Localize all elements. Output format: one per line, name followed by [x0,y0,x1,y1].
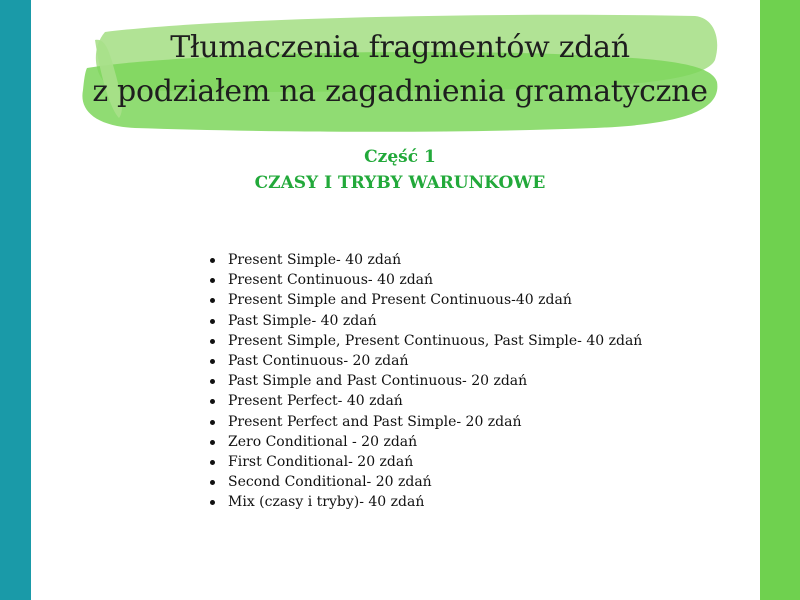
list-item [210,331,642,351]
title-line-1: Tłumaczenia fragmentów zdań [170,30,630,65]
page-title [60,26,740,114]
list-item [210,311,642,331]
list-item [210,391,642,411]
list-item [210,290,642,310]
bullet-icon [210,460,215,465]
bullet-icon [210,339,215,344]
list-item [210,452,642,472]
list-item-text: Present Simple, Present Continuous, Past Simple- 40 zdań [228,332,643,349]
list-item-text: First Conditional- 20 zdań [228,453,414,470]
bullet-icon [210,420,215,425]
right-accent-strip [760,0,800,600]
list-item [210,472,642,492]
bullet-icon [210,379,215,384]
list-item-text: Present Perfect- 40 zdań [228,393,403,410]
bullet-icon [210,359,215,364]
bullet-icon [210,298,215,303]
list-item-text: Mix (czasy i tryby)- 40 zdań [228,494,425,511]
list-item-text: Present Perfect and Past Simple- 20 zdań [228,413,522,430]
list-item-text: Zero Conditional - 20 zdań [228,433,418,450]
list-item [210,492,642,512]
bullet-icon [210,440,215,445]
bullet-icon [210,319,215,324]
title-line-2: z podziałem na zagadnienia gramatyczne [92,74,708,109]
bullet-icon [210,258,215,263]
bullet-icon [210,500,215,505]
list-item-text: Present Continuous- 40 zdań [228,272,434,289]
topic-list [210,250,642,512]
list-item-text: Past Simple and Past Continuous- 20 zdań [228,373,528,390]
list-item-text: Present Simple and Present Continuous-40 zdań [228,292,572,309]
list-item [210,371,642,391]
bullet-icon [210,399,215,404]
list-item-text: Present Simple- 40 zdań [228,252,402,268]
section-name-label: CZASY I TRYBY WARUNKOWE [254,173,546,193]
left-accent-strip [0,0,31,600]
section-part-label: Część 1 [364,147,436,167]
list-item [210,351,642,371]
bullet-icon [210,278,215,283]
list-item-text: Past Simple- 40 zdań [228,312,377,329]
list-item [210,250,642,270]
section-heading [150,144,650,196]
list-item-text: Past Continuous- 20 zdań [228,352,409,369]
bullet-icon [210,480,215,485]
list-item [210,270,642,290]
list-item-text: Second Conditional- 20 zdań [228,474,432,491]
list-item [210,432,642,452]
list-item [210,412,642,432]
